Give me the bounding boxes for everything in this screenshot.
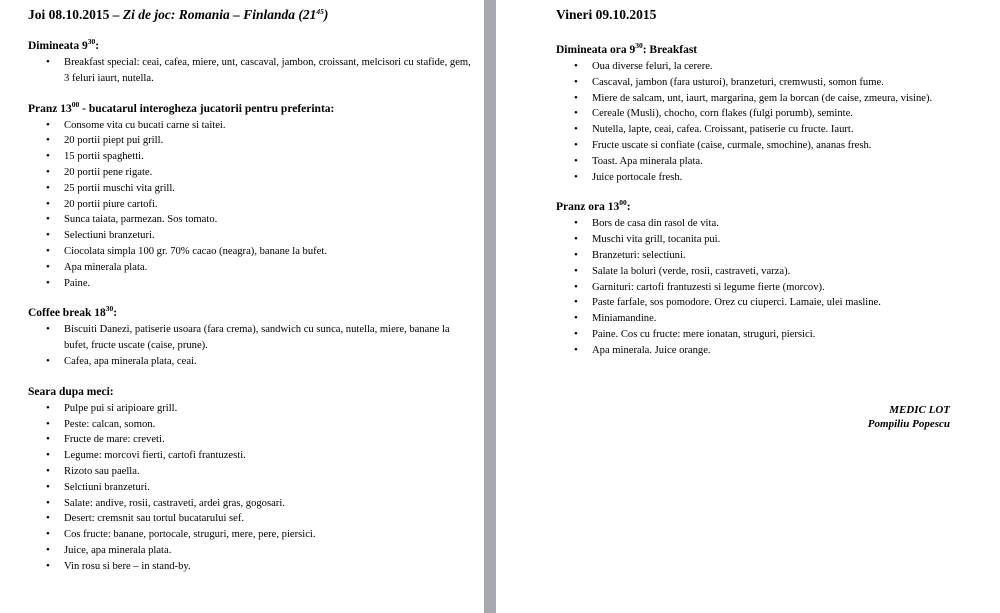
list-item: • Ciocolata simpla 100 gr. 70% cacao (neagra), banane la bufet. [64,244,476,260]
list-item: • Selctiuni branzeturi. [64,480,476,496]
list-item: • Toast. Apa minerala plata. [592,154,992,170]
menu-list [28,118,476,292]
menu-list [556,59,992,185]
list-item: • 20 portii piure cartofi. [64,197,476,213]
signature-name: Pompiliu Popescu [867,418,950,430]
section-heading: Seara dupa meci: [28,385,114,398]
section-lunch-thursday [28,99,476,292]
list-item: • Salate la boluri (verde, rosii, castraveti, varza). [592,264,992,280]
list-item: • Cafea, apa minerala plata, ceai. [64,354,476,370]
list-item: • Selectiuni branzeturi. [64,228,476,244]
list-item: • Biscuiti Danezi, patiserie usoara (fara crema), sandwich cu sunca, nutella, miere, banane la bufet, fructe uscate (caise, prune). [64,322,476,354]
menu-list [28,401,476,575]
section-heading: Dimineata ora $9^{30}$: Breakfast [556,41,698,56]
list-item: • Juice, apa minerala plata. [64,543,476,559]
list-item: • Muschi vita grill, tocanita pui. [592,232,992,248]
title-date: Joi 08.10.2015 [28,7,110,22]
list-item: • Paine. [64,276,476,292]
section-breakfast-friday [556,43,992,185]
list-item: • 15 portii spaghetti. [64,149,476,165]
section-lunch-friday [556,200,992,358]
list-item: • Cereale (Musli), chocho, corn flakes (fulgi porumb), seminte. [592,106,992,122]
list-item: • Garnituri: cartofi frantuzesti si legume fierte (morcov). [592,280,992,296]
list-item: • Pulpe pui si aripioare grill. [64,401,476,417]
page-left [0,0,484,613]
list-item: • Legume: morcovi fierti, cartofi frantuzesti. [64,448,476,464]
list-item: • Paine. Cos cu fructe: mere ionatan, struguri, piersici. [592,327,992,343]
list-item: • Juice portocale fresh. [592,170,992,186]
list-item: • Peste: calcan, somon. [64,417,476,433]
title-close: ) [323,7,329,22]
list-item: • Paste farfale, sos pomodore. Orez cu ciuperci. Lamaie, ulei masline. [592,295,992,311]
title-time-sup: 45 [316,7,324,16]
list-item: • Consome vita cu bucati carne si taitei. [64,118,476,134]
title-dash: – [109,7,123,22]
signature-block [868,403,950,431]
list-item: • Sunca taiata, parmezan. Sos tomato. [64,212,476,228]
list-item: • Desert: cremsnit sau tortul bucatarului sef. [64,511,476,527]
list-item: • Bors de casa din rasol de vita. [592,216,992,232]
list-item: • Miere de salcam, unt, iaurt, margarina, gem la borcan (de caise, zmeura, visine). [592,91,992,107]
section-coffee-break [28,306,476,369]
list-item: • 20 portii pene rigate. [64,165,476,181]
list-item: • Apa minerala. Juice orange. [592,343,992,359]
list-item: • Branzeturi: selectiuni. [592,248,992,264]
list-item: • Miniamandine. [592,311,992,327]
list-item: • Cos fructe: banane, portocale, struguri, mere, pere, piersici. [64,527,476,543]
menu-list [28,55,476,87]
list-item: • Cascaval, jambon (fara usturoi), branzeturi, cremwusti, somon fume. [592,75,992,91]
list-item: • 25 portii muschi vita grill. [64,181,476,197]
list-item: • Nutella, lapte, ceai, cafea. Croissant, patiserie cu fructe. Iaurt. [592,122,992,138]
list-item: • Apa minerala plata. [64,260,476,276]
section-heading: Pranz ora $13^{00}$: [556,198,631,214]
page-title-right: Vineri 09.10.2015 [556,7,657,22]
page-divider [484,0,496,613]
section-heading: Dimineata $9^{30}$: [28,37,100,52]
page-right [496,0,1000,613]
signature-role: MEDIC LOT [889,404,950,416]
list-item: • Oua diverse feluri, la cerere. [592,59,992,75]
list-item: • Salate: andive, rosii, castraveti, ardei gras, gogosari. [64,496,476,512]
list-item: • Fructe uscate si confiate (caise, curmale, smochine), ananas fresh. [592,138,992,154]
list-item: • Fructe de mare: creveti. [64,432,476,448]
section-heading: Pranz $13^{00}$ - bucatarul interogheza jucatorii pentru preferinta: [28,99,335,115]
section-dinner-after-match [28,385,476,575]
list-item: • 20 portii piept pui grill. [64,133,476,149]
title-event: Zi de joc: Romania – Finlanda (21 [122,7,317,22]
list-item: • Breakfast special: ceai, cafea, miere, unt, cascaval, jambon, croissant, melcisori cu stafide, gem, 3 feluri iaurt, nutella. [64,55,476,87]
menu-list [556,216,992,358]
section-breakfast-thursday [28,39,476,87]
page-title-left [28,6,476,23]
list-item: • Rizoto sau paella. [64,464,476,480]
list-item: • Vin rosu si bere – in stand-by. [64,559,476,575]
section-heading: Coffee break $18^{30}$: [28,304,118,320]
menu-list [28,322,476,369]
